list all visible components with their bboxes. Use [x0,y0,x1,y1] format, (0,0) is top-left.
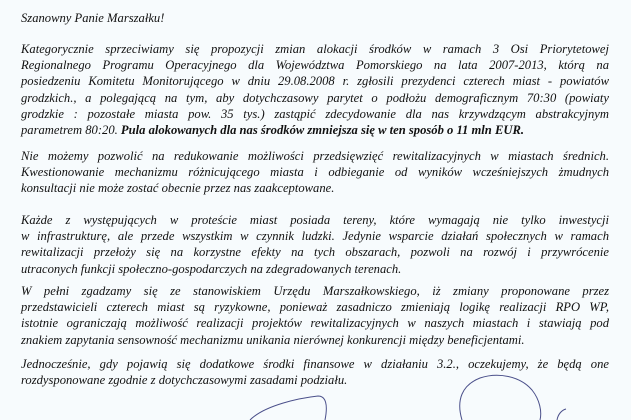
text-line: znakiem zapytania sensowność mechanizmu unikania nierównej konkurencji między beneficjentami. [21,332,525,347]
salutation: Szanowny Panie Marszałku! [21,11,165,25]
text-line: grodzkich., a polegającą na tym, aby dotychczasowy parytet o podłożu demograficznym 70:30 (powiaty [21,90,609,105]
text-line: Nie możemy pozwolić na redukowanie możliwości przedsięwzięć rewitalizacyjnych w miastach średnich. [21,149,609,163]
text-line: posiedzeniu Komitetu Monitorującego w dniu 29.08.2008 r. zgłosili prezydenci czterech miast - powiatów [21,74,609,89]
text-line: Kategorycznie sprzeciwiamy się propozycji zmian alokacji środków w ramach 3 Osi Priorytetowej [21,42,609,56]
signature-right [460,375,541,420]
text-line: W pełni zgadzamy się ze stanowiskiem Urzędu Marszałkowskiego, iż zmiany proponowane przez [21,284,609,298]
text-line: rozdysponowane zgodnie z dotychczasowymi zasadami podziału. [21,373,348,388]
text-line: Kwestionowanie mechanizmu różnicującego miasta i odbieganie od wyników wcześniejszych żmudnych [21,165,609,180]
text-line: istotnie ograniczają możliwość realizacji projektów rewitalizacyjnych w naszych miastach i stawiają pod [21,316,609,331]
text-line: Każde z występujących w proteście miast posiada tereny, które wymagają nie tylko inwestycji [21,213,609,227]
signature-left [250,396,326,420]
text-line: Regionalnego Programu Operacyjnego dla Województwa Pomorskiego na lata 2007-2013, którą na [21,58,609,73]
text-emphasis: Pula alokowanych dla nas środków zmniejsza się w ten sposób o 11 mln EUR. [120,123,524,138]
text-line: Jednocześnie, gdy pojawią się dodatkowe środki finansowe w działaniu 3.2., oczekujemy, że będą one [21,357,609,371]
text-line: przedstawicieli czterech miast są ryzykowne, ponieważ zasadniczo zmieniają logikę realizacji RPO WP, [21,300,609,315]
text-line: grodzkie : pozostałe miasta pow. 35 tys.) zastąpić zdecydowanie dla nas krzywdzącym abstrakcyjnym [21,106,609,121]
signature-tail [557,409,566,420]
text-line: utraconych funkcji społeczno-gospodarczych na zdegradowanych terenach. [21,261,402,276]
text-line: konsultacji nie może zostać obecnie przez nas zaakceptowane. [21,181,335,196]
text-line: w infrastrukturę, ale przede wszystkim w czynnik ludzki. Jedynie wsparcie działań społecznych w ramach [21,229,609,244]
text-line: rewitalizacji przełoży się na korzystne efekty na tych obszarach, pozwoli na rozwój i przywrócenie [21,245,609,260]
text-plain: parametrem 80:20. [21,123,121,138]
